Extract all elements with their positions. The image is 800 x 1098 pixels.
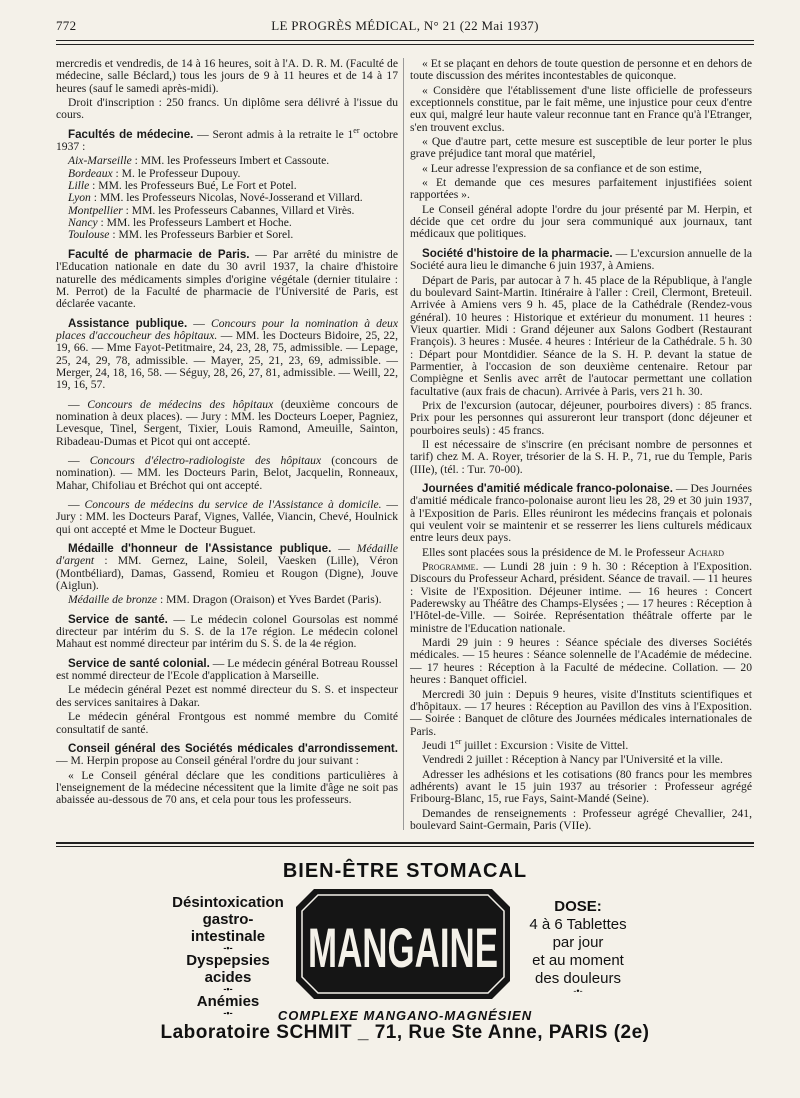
- ad-border-top-2: [56, 846, 754, 847]
- service-colonial-section: Service de santé colonial. — Le médecin général Botreau Roussel est nommé directeur de l'Ecole d'application à Marseille.: [56, 656, 399, 683]
- paragraph: Le Conseil général adopte l'ordre du jour présenté par M. Herpin, et décide que cet ordre du jour sera communiqué aux journaux, tant médicaux que politiques.: [410, 202, 752, 241]
- mangaine-advertisement: [56, 850, 754, 1050]
- column-divider: [403, 58, 404, 830]
- list-item: Montpellier : MM. les Professeurs Cabannes, Villard et Virès.: [68, 203, 355, 217]
- indication-line: gastro-intestinale: [190, 911, 266, 945]
- separator-dashes: -•-: [223, 984, 233, 994]
- paragraph: Adresser les adhésions et les cotisations (80 francs pour les membres adhérents) avant le 15 juin 1937 au trésorier : Professeur agrégé Fribourg-Blanc, 15, rue Fays, Saint-Mandé (Seine).: [410, 767, 752, 806]
- section-heading: Faculté de pharmacie de Paris.: [68, 247, 250, 261]
- paragraph: Le médecin général Frontgous est nommé membre du Comité consultatif de santé.: [56, 710, 398, 736]
- dose-line: 4 à 6 Tablettes: [529, 916, 627, 933]
- ad-dosage: [518, 898, 638, 995]
- section-heading: Facultés de médecine.: [68, 127, 194, 141]
- quote-paragraph: « Le Conseil général déclare que les conditions particulières à l'enseignement de la médecine nécessitent que la limite d'âge ne soit pas abaissée au-dessous de 70 ans, et cela pour tous les professeurs.: [56, 768, 398, 807]
- running-title: LE PROGRÈS MÉDICAL, N° 21 (22 Mai 1937): [271, 18, 539, 33]
- list-item: Nancy : MM. les Professeurs Lambert et Hoche.: [68, 216, 292, 230]
- assistance-section: Assistance publique. — Concours pour la nomination à deux places d'accoucheur des hôpitaux. — MM. les Docteurs Bidoire, 25, 22, 19, 66. — Mme Fayot-Petitmaire, 24, 23, 28, 75, admissible. — Lepage, 25, 24, 29, 78, admissible. — Mayer, 25, 21, 23, 69, admissible. — Merger, 24, 18, 16, 58. — Séguy, 28, 26, 27, 81, admissible. — Weill, 22, 19, 16, 57.: [56, 316, 398, 392]
- paragraph: Prix de l'excursion (autocar, déjeuner, pourboires divers) : 85 francs. Prix pour les personnes qui assureront leur transport (donc déjeuner et pourboires seuls) : 45 francs.: [410, 398, 752, 437]
- paragraph: Droit d'inscription : 250 francs. Un diplôme sera délivré à l'issue du cours.: [56, 96, 398, 122]
- list-item: Lyon : MM. les Professeurs Nicolas, Nové-Josserand et Villard.: [68, 191, 363, 205]
- ad-border-top: [56, 842, 754, 844]
- header-rule-2: [56, 44, 754, 45]
- paragraph: Elles sont placées sous la présidence de M. le Professeur Achard: [422, 545, 725, 559]
- facultes-section: Facultés de médecine. — Seront admis à la retraite le 1er octobre 1937 :: [56, 125, 399, 154]
- paragraph: Demandes de renseignements : Professeur agrégé Chevallier, 241, boulevard Saint-Germain, Paris (VIIe).: [410, 806, 752, 832]
- dose-line: des douleurs: [535, 970, 621, 987]
- section-heading: Société d'histoire de la pharmacie.: [422, 246, 613, 260]
- left-column: [56, 58, 398, 809]
- section-heading: Conseil général des Sociétés médicales d'arrondissement.: [68, 741, 398, 755]
- quote-paragraph: « Que d'autre part, cette mesure est susceptible de leur porter le plus grave préjudice tant moral que matériel,: [410, 135, 752, 161]
- section-heading: Médaille d'honneur de l'Assistance publique.: [68, 542, 332, 556]
- paragraph: Départ de Paris, par autocar à 7 h. 45 place de la République, à l'angle du boulevard Saint-Martin. Itinéraire à l'aller : Creil, Clermont, Breteuil. Arrivée à Amiens vers 9 h. 45, place de la Cathédrale (Rendez-vous général). 10 heures : Historique et extérieur du monument. 11 heures : Vieux quartier. Midi : Grand déjeuner aux Salons Godbert (Restaurant François). 3 heures : Musée. 4 heures : Intérieur de la Cathédrale. 5 h. 30 : Départ pour Montdidier. Séance de la S. H. P. devant la statue de Parmentier, à l'occasion de son deuxième centenaire. Retour par Compiègne et Senlis avec arrêt de l'autocar permettant une collation facultative (aux frais de chacun). Arrivée à Paris, vers 21 h. 30.: [410, 273, 752, 398]
- header-rule: [56, 40, 754, 41]
- separator-dashes: -•-: [223, 943, 233, 953]
- quote-paragraph: « Et se plaçant en dehors de toute question de personne et en dehors de toute discussion des mérites incontestables de quiconque.: [410, 57, 752, 83]
- section-heading: Service de santé.: [68, 612, 168, 626]
- list-item: Bordeaux : M. le Professeur Dupouy.: [68, 166, 241, 180]
- service-sante-section: Service de santé. — Le médecin colonel Goursolas est nommé directeur par intérim du S. S. de la 17e région. Le médecin colonel Mahaut est nommé directeur par intérim du S. S. de la 4e région.: [56, 612, 398, 651]
- separator-dashes: -•-: [223, 1008, 233, 1018]
- dose-title: DOSE:: [554, 898, 602, 915]
- brand-name: MANGAINE: [308, 916, 498, 979]
- pharmacie-section: Faculté de pharmacie de Paris. — Par arrêté du ministre de l'Education nationale en date du 30 avril 1937, la chaire d'histoire naturelle des médicaments simples d'origine végétale (dernier titulaire : M. Perrot) de la Faculté de pharmacie de l'Université de Paris, est déclarée vacante.: [56, 247, 398, 311]
- section-heading: Assistance publique.: [68, 316, 188, 330]
- conseil-section: Conseil général des Sociétés médicales d'arrondissement. — M. Herpin propose au Conseil général l'ordre du jour suivant :: [56, 741, 398, 768]
- paragraph: Vendredi 2 juillet : Réception à Nancy par l'Université et la ville.: [422, 753, 723, 767]
- ad-headline: BIEN-ÊTRE STOMACAL: [282, 860, 528, 882]
- paragraph: Jeudi 1er juillet : Excursion : Visite de Vittel.: [422, 737, 629, 752]
- ad-subtitle: COMPLEXE MANGANO-MAGNÉSIEN: [277, 1008, 533, 1023]
- paragraph: — Concours de médecins des hôpitaux (deuxième concours de nomination à deux places). — Jury : MM. les Docteurs Loeper, Pagniez, Levesque, Tinel, Sergent, Tixier, Louis Ramond, Ameuille, Sainton, Ribadeau-Dumas et Picot qui ont accepté.: [56, 397, 398, 448]
- dose-line: et au moment: [532, 952, 624, 969]
- mangaine-logo-badge: [294, 887, 512, 1001]
- medaille-section: Médaille d'honneur de l'Assistance publique. — Médaille d'argent : MM. Gernez, Laine, Soleil, Vaesken (Lille), Véron (Montbéliard), Damas, Gassend, Romieu et Rougon (Digne), Jouve (Aiglun).: [56, 542, 399, 593]
- running-header: [56, 18, 754, 40]
- section-heading: Journées d'amitié médicale franco-polonaise.: [422, 482, 673, 495]
- indication-line: Dyspepsies acides: [186, 952, 270, 986]
- paragraph: Il est nécessaire de s'inscrire (en précisant nombre de personnes et tarif) chez M. A. Royer, trésorier de la S. H. P., 71, rue du Temple, Paris (IIIe), (tél. : Tur. 70-00).: [410, 437, 752, 476]
- paragraph: Mercredi 30 juin : Depuis 9 heures, visite d'Instituts scientifiques et d'hôpitaux. — 17 heures : Réception au Pavillon des vins à l'Exposition. — Soirée : Banquet de clôture des Journées médicales internationales de Paris.: [410, 687, 752, 738]
- indication-line: Anémies: [196, 993, 260, 1010]
- paragraph: Le médecin général Pezet est nommé directeur du S. S. et inspecteur des services sanitaires à Dakar.: [56, 683, 398, 709]
- programme-paragraph: Programme. — Lundi 28 juin : 9 h. 30 : Réception à l'Exposition. Discours du Professeur Achard, président. Séance de travail. — 11 heures : Visite de l'Exposition. Déjeuner intime. — 16 heures : Concert Paderewsky au Théâtre des Champs-Elysées ; — 17 heures : Réception à l'Hôtel-de-Ville. — Soirée. Représentation théâtrale offerte par le ministre de l'Education nationale.: [410, 560, 752, 635]
- ad-indications: [170, 894, 286, 1017]
- paragraph: Médaille de bronze : MM. Dragon (Oraison) et Yves Bardet (Paris).: [68, 593, 382, 607]
- ad-laboratory: Laboratoire SCHMIT _ 71, Rue Ste Anne, PARIS (2e): [160, 1022, 650, 1043]
- indication-line: Désintoxication: [172, 894, 284, 911]
- dose-line: par jour: [552, 934, 604, 951]
- quote-paragraph: « Et demande que ces mesures parfaitement injustifiées soient rapportées ».: [410, 176, 752, 202]
- list-item: Lille : MM. les Professeurs Bué, Le Fort et Potel.: [68, 179, 297, 193]
- quote-paragraph: « Considère que l'établissement d'une liste officielle de professeurs exceptionnels constitue, par le fait même, une injustice pour ceux d'entre eux qui, malgré leur haute valeur reconnue tant en France qu'à l'Etranger, s'en trouvent exclus.: [410, 83, 752, 134]
- paragraph: — Concours d'électro-radiologiste des hôpitaux (concours de nomination). — MM. les Docteurs Parin, Belot, Jacquelin, Ronneaux, Mahar, Chifoliau et Bréchot qui ont accepté.: [56, 453, 399, 492]
- paragraph: — Concours de médecins du service de l'Assistance à domicile. — Jury : MM. les Docteurs Paraf, Vignes, Vallée, Viancin, Chevé, Houlnick qui ont accepté et Mme le Docteur Buguet.: [56, 498, 398, 536]
- list-item: Aix-Marseille : MM. les Professeurs Imbert et Cassoute.: [68, 154, 330, 168]
- separator-dashes: -•-: [573, 986, 583, 996]
- section-heading: Service de santé colonial.: [68, 656, 210, 670]
- list-item: Toulouse : MM. les Professeurs Barbier et Sorel.: [68, 228, 294, 242]
- societe-histoire-section: Société d'histoire de la pharmacie. — L'excursion annuelle de la Société aura lieu le dimanche 6 juin 1937, à Amiens.: [410, 246, 752, 273]
- journees-section: Journées d'amitié médicale franco-polonaise. — Des Journées d'amitié médicale franco-polonaise auront lieu les 28, 29 et 30 juin 1937, à l'Exposition de Paris. Elles réuniront les médecins français et polonais qui veulent voir se maintenir et se resserrer les liens culturels médicaux entre leurs deux pays.: [410, 482, 753, 545]
- paragraph: mercredis et vendredis, de 14 à 16 heures, soit à l'A. D. R. M. (Faculté de médecine, salle Béclard,) tous les jours de 9 à 11 heures et de 14 à 17 heures (sauf le samedi après-midi).: [56, 57, 398, 95]
- quote-paragraph: « Leur adresse l'expression de sa confiance et de son estime,: [422, 161, 702, 175]
- right-column: [410, 58, 752, 834]
- paragraph: Mardi 29 juin : 9 heures : Séance spéciale des diverses Sociétés médicales. — 15 heures : Séance solennelle de l'Académie de médecine. — 17 heures : Réception à la Faculté de médecine. Collation. — 20 heures : Banquet officiel.: [410, 636, 752, 687]
- page-number: 772: [56, 18, 77, 33]
